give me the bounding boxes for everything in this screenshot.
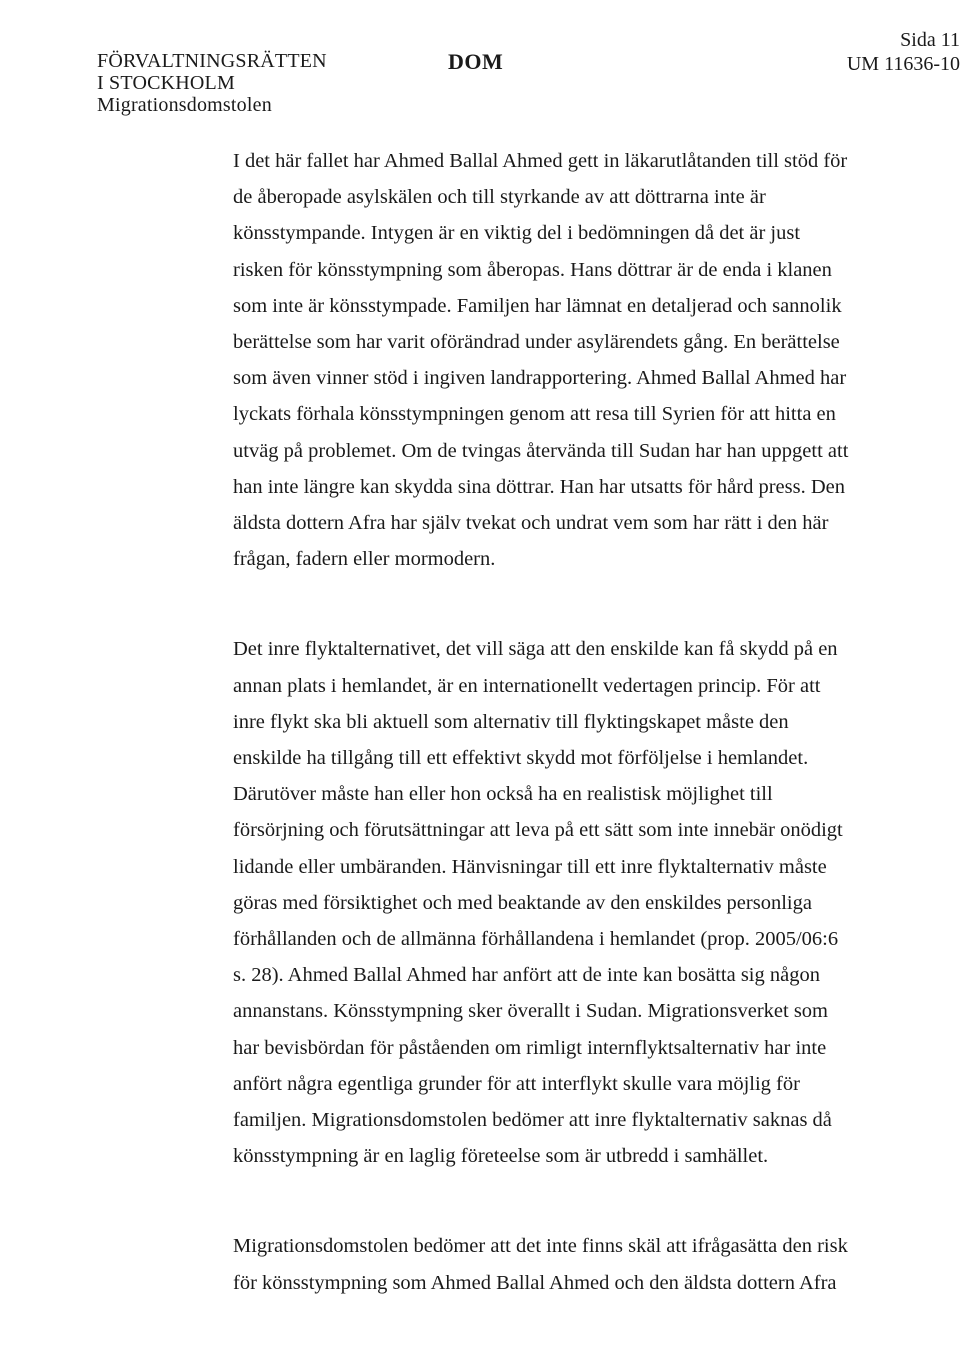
text-line: berättelse som har varit oförändrad under asylärendets gång. En berättelse xyxy=(233,331,840,354)
text-line: utväg på problemet. Om de tvingas återvända till Sudan har han uppgett att xyxy=(233,439,849,462)
paragraph-1 xyxy=(233,143,913,577)
text-line: anfört några egentliga grunder för att interflykt skulle vara möjlig för xyxy=(233,1072,800,1095)
text-line: inre flykt ska bli aktuell som alternativ till flyktingskapet måste den xyxy=(233,710,789,733)
text-line: könsstympning är en laglig företeelse som är utbredd i samhället. xyxy=(233,1145,769,1168)
text-line: Migrationsdomstolen bedömer att det inte finns skäl att ifrågasätta den risk xyxy=(233,1235,848,1258)
document-type: DOM xyxy=(448,49,504,74)
paragraph-2 xyxy=(233,631,913,1174)
text-line: lyckats förhala könsstympningen genom att resa till Syrien för att hitta en xyxy=(233,403,836,426)
court-name-line1: FÖRVALTNINGSRÄTTEN xyxy=(97,50,327,72)
text-line: familjen. Migrationsdomstolen bedömer att inre flyktalternativ saknas då xyxy=(233,1109,832,1132)
text-line: som även vinner stöd i ingiven landrapportering. Ahmed Ballal Ahmed har xyxy=(233,367,847,390)
text-line: frågan, fadern eller mormodern. xyxy=(233,548,496,571)
text-line: annanstans. Könsstympning sker överallt i Sudan. Migrationsverket som xyxy=(233,1000,828,1023)
page-number: Sida 11 xyxy=(900,29,960,51)
page-header xyxy=(0,28,960,116)
text-line: s. 28). Ahmed Ballal Ahmed har anfört att de inte kan bosätta sig någon xyxy=(233,964,820,987)
text-line: för könsstympning som Ahmed Ballal Ahmed och den äldsta dottern Afra xyxy=(233,1271,837,1294)
text-line: Det inre flyktalternativet, det vill säga att den enskilde kan få skydd på en xyxy=(233,638,838,661)
text-line: göras med försiktighet och med beaktande av den enskildes personliga xyxy=(233,891,812,914)
text-line: lidande eller umbäranden. Hänvisningar till ett inre flyktalternativ måste xyxy=(233,855,827,878)
text-line: annan plats i hemlandet, är en internationellt vedertagen princip. För att xyxy=(233,674,821,697)
text-line: de åberopade asylskälen och till styrkande av att döttrarna inte är xyxy=(233,186,766,209)
document-body xyxy=(233,143,913,1355)
case-number: UM 11636-10 xyxy=(846,53,960,75)
text-line: Därutöver måste han eller hon också ha en realistisk möjlighet till xyxy=(233,783,773,806)
text-line: som inte är könsstympade. Familjen har lämnat en detaljerad och sannolik xyxy=(233,294,842,317)
court-division: Migrationsdomstolen xyxy=(97,94,272,116)
text-line: har bevisbördan för påståenden om rimligt internflyktsalternativ har inte xyxy=(233,1036,827,1059)
text-line: risken för könsstympning som åberopas. Hans döttrar är de enda i klanen xyxy=(233,258,832,281)
page-info xyxy=(847,28,960,76)
text-line: äldsta dottern Afra har själv tvekat och undrat vem som har rätt i den här xyxy=(233,512,829,535)
court-name xyxy=(97,50,327,116)
text-line: försörjning och förutsättningar att leva på ett sätt som inte innebär onödigt xyxy=(233,819,843,842)
text-line: förhållanden och de allmänna förhållandena i hemlandet (prop. 2005/06:6 xyxy=(233,928,839,951)
paragraph-3 xyxy=(233,1228,913,1300)
text-line: han inte längre kan skydda sina döttrar. Han har utsatts för hård press. Den xyxy=(233,475,845,498)
court-name-line2: I STOCKHOLM xyxy=(97,72,235,94)
text-line: I det här fallet har Ahmed Ballal Ahmed gett in läkarutlåtanden till stöd för xyxy=(233,150,848,172)
text-line: könsstympande. Intygen är en viktig del i bedömningen då det är just xyxy=(233,222,801,245)
text-line: enskilde ha tillgång till ett effektivt skydd mot förföljelse i hemlandet. xyxy=(233,747,809,770)
